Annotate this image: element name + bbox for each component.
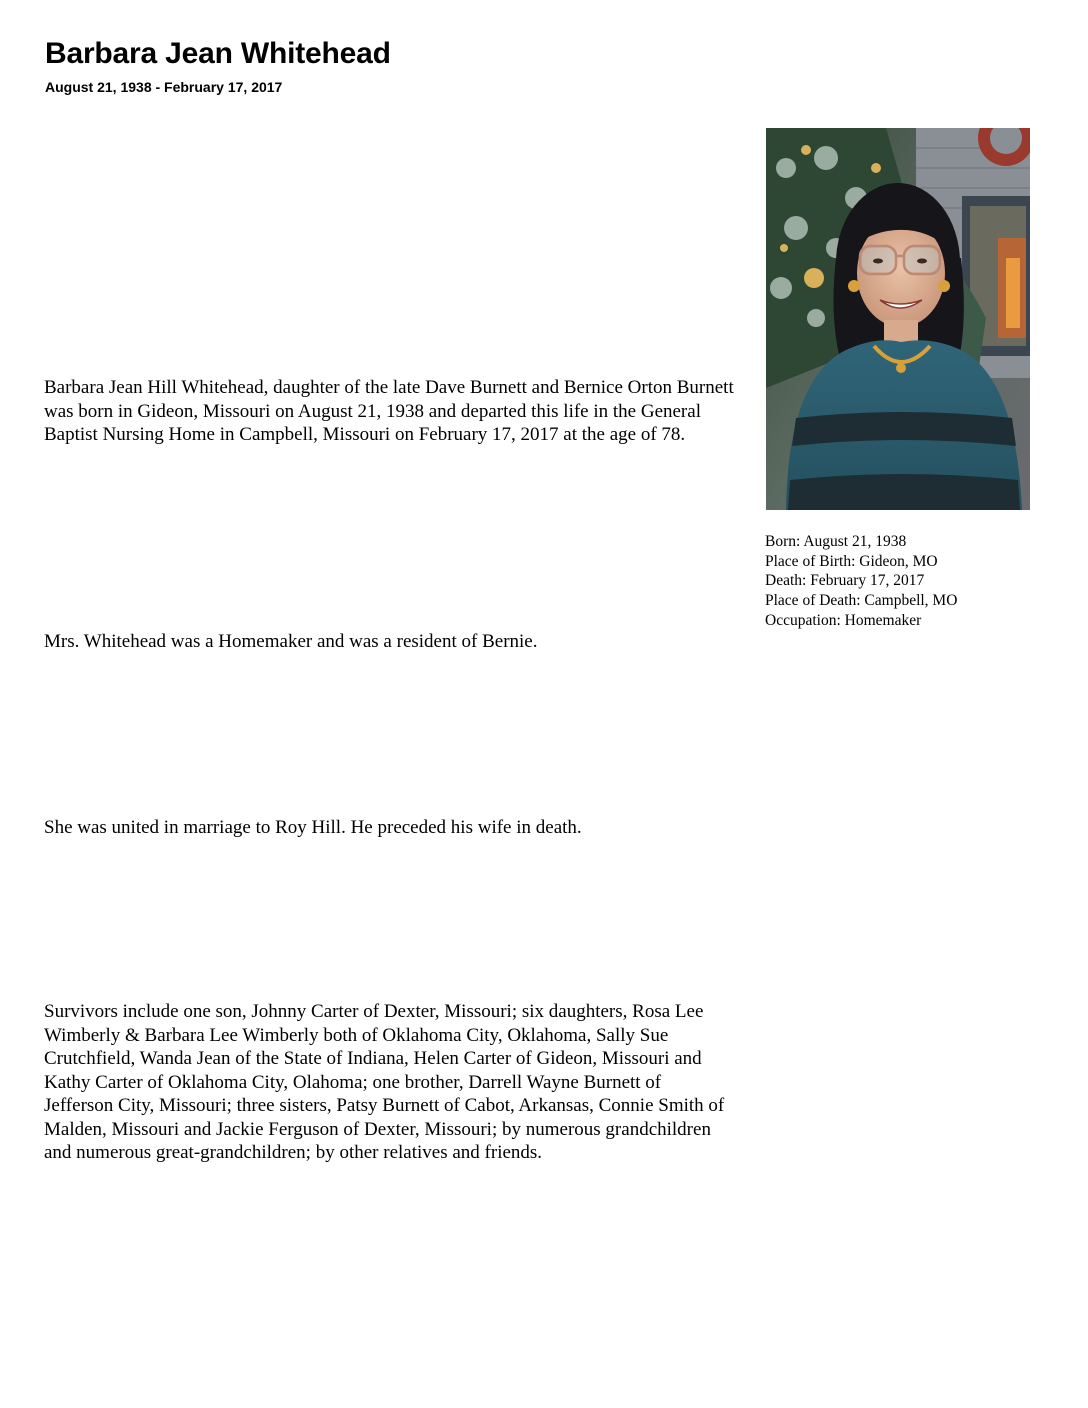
vital-facts — [765, 532, 957, 631]
page-title: Barbara Jean Whitehead — [45, 37, 391, 70]
life-dates: August 21, 1938 - February 17, 2017 — [45, 79, 283, 95]
obituary-paragraph: Mrs. Whitehead was a Homemaker and was a resident of Bernie. — [44, 631, 538, 652]
obituary-paragraph: She was united in marriage to Roy Hill. He preceded his wife in death. — [44, 817, 582, 838]
obituary-paragraph: Survivors include one son, Johnny Carter of Dexter, Missouri; six daughters, Rosa Lee Wimberly & Barbara Lee Wimberly both of Oklahoma City, Oklahoma, Sally Sue Crutchfield, Wanda Jean of the State of Indiana, Helen Carter of Gideon, Missouri and Kathy Carter of Oklahoma City, Olahoma; one brother, Darrell Wayne Burnett of Jefferson City, Missouri; three sisters, Patsy Burnett of Cabot, Arkansas, Connie Smith of Malden, Missouri and Jackie Ferguson of Dexter, Missouri; by numerous grandchildren and numerous great-grandchildren; by other relatives and friends. — [44, 1001, 725, 1163]
fact-death: Death: February 17, 2017 — [765, 572, 925, 590]
fact-place-of-birth: Place of Birth: Gideon, MO — [765, 552, 938, 570]
obituary-paragraph: Barbara Jean Hill Whitehead, daughter of the late Dave Burnett and Bernice Orton Burnett was born in Gideon, Missouri on August 21, 1938 and departed this life in the General Baptist Nursing Home in Campbell, Missouri on February 17, 2017 at the age of 78. — [44, 377, 734, 445]
fact-place-of-death: Place of Death: Campbell, MO — [765, 592, 958, 610]
fact-occupation: Occupation: Homemaker — [765, 611, 922, 629]
portrait-photo — [766, 128, 1030, 510]
fact-born: Born: August 21, 1938 — [765, 533, 907, 550]
